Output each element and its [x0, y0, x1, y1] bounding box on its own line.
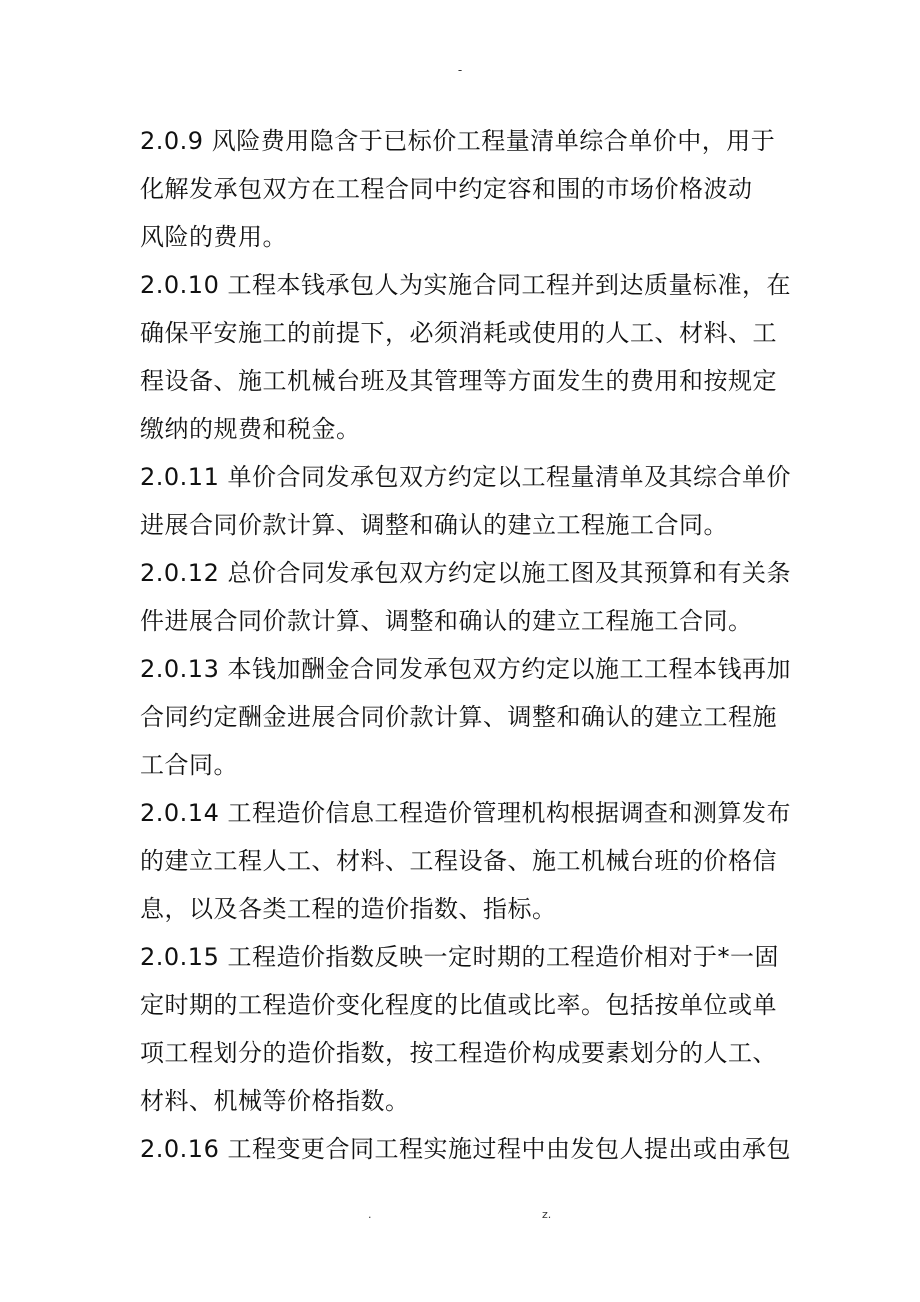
- text-line: 缴纳的规费和税金。: [140, 415, 361, 443]
- text-line: 2.0.15 工程造价指数反映一定时期的工程造价相对于*一固: [140, 943, 779, 971]
- body-text: [140, 117, 790, 1173]
- header-mark: -: [457, 63, 463, 77]
- text-line: 合同约定酬金进展合同价款计算、调整和确认的建立工程施: [140, 703, 777, 731]
- text-line: 2.0.13 本钱加酬金合同发承包双方约定以施工工程本钱再加: [140, 655, 791, 683]
- footer-left-mark: .: [368, 1208, 372, 1221]
- text-line: 件进展合同价款计算、调整和确认的建立工程施工合同。: [140, 607, 753, 635]
- text-line: 项工程划分的造价指数，按工程造价构成要素划分的人工、: [140, 1039, 777, 1067]
- text-line: 2.0.14 工程造价信息工程造价管理机构根据调查和测算发布: [140, 799, 791, 827]
- footer-right-mark: z.: [542, 1208, 552, 1221]
- text-line: 程设备、施工机械台班及其管理等方面发生的费用和按规定: [140, 367, 777, 395]
- page-footer: [0, 1208, 920, 1228]
- text-line: 化解发承包双方在工程合同中约定容和围的市场价格波动: [140, 175, 753, 203]
- text-line: 风险的费用。: [140, 223, 287, 251]
- text-line: 2.0.16 工程变更合同工程实施过程中由发包人提出或由承包: [140, 1135, 791, 1163]
- text-line: 2.0.10 工程本钱承包人为实施合同工程并到达质量标准，在: [140, 271, 791, 299]
- text-line: 确保平安施工的前提下，必须消耗或使用的人工、材料、工: [140, 319, 777, 347]
- text-line: 工合同。: [140, 751, 238, 779]
- text-line: 2.0.11 单价合同发承包双方约定以工程量清单及其综合单价: [140, 463, 791, 491]
- text-line: 进展合同价款计算、调整和确认的建立工程施工合同。: [140, 511, 728, 539]
- text-line: 的建立工程人工、材料、工程设备、施工机械台班的价格信: [140, 847, 777, 875]
- text-line: 息，以及各类工程的造价指数、指标。: [140, 895, 557, 923]
- text-line: 2.0.12 总价合同发承包双方约定以施工图及其预算和有关条: [140, 559, 791, 587]
- text-line: 定时期的工程造价变化程度的比值或比率。包括按单位或单: [140, 991, 777, 1019]
- text-line: 材料、机械等价格指数。: [140, 1087, 410, 1115]
- text-line: 2.0.9 风险费用隐含于已标价工程量清单综合单价中，用于: [140, 127, 776, 155]
